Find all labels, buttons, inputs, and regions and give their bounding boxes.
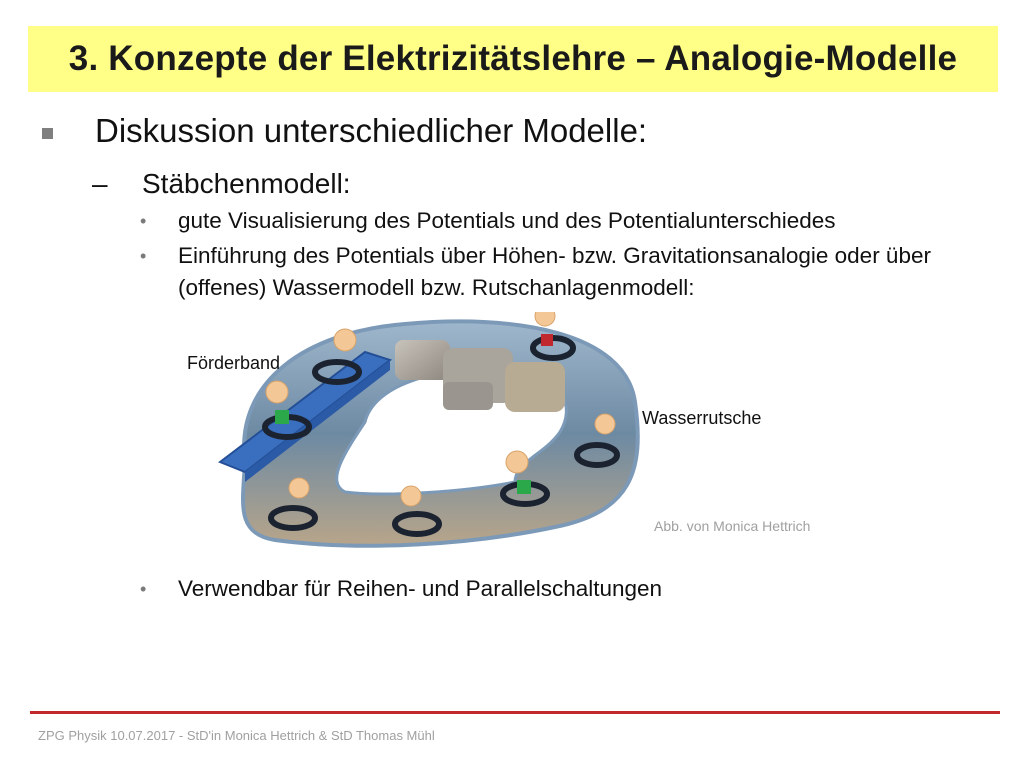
image-credit: Abb. von Monica Hettrich <box>654 518 811 534</box>
label-conveyor: Förderband <box>187 353 281 373</box>
footer-text: ZPG Physik 10.07.2017 - StD'in Monica Hettrich & StD Thomas Mühl <box>38 728 435 743</box>
bullet-level-1-text: Diskussion unterschiedlicher Modelle: <box>95 112 648 149</box>
square-bullet-icon <box>42 128 53 139</box>
bullet-level-1 <box>42 112 647 150</box>
dot-bullet: • <box>140 211 147 231</box>
bullet-item <box>140 205 958 237</box>
bucket-green <box>517 480 531 494</box>
rock <box>505 362 565 412</box>
bucket-red <box>541 334 553 346</box>
waterslide-illustration <box>215 312 655 562</box>
dash-bullet: – <box>92 168 108 199</box>
bullet-item-text: gute Visualisierung des Potentials und des Potentialunterschiedes <box>178 208 836 233</box>
footer-divider <box>30 711 1000 714</box>
dot-bullet: • <box>140 579 147 599</box>
bullet-item-text: Verwendbar für Reihen- und Parallelschaltungen <box>178 576 663 601</box>
bullet-level-2 <box>92 168 351 200</box>
label-waterslide: Wasserrutsche <box>642 408 762 428</box>
dot-bullet: • <box>140 246 147 266</box>
bullet-item <box>140 240 938 304</box>
bullet-item <box>140 573 958 605</box>
bucket-green <box>275 410 289 424</box>
bullet-level-2-text: Stäbchenmodell: <box>142 168 351 199</box>
slide-title: 3. Konzepte der Elektrizitätslehre – Analogie-Modelle <box>68 39 958 78</box>
rock <box>443 382 493 410</box>
bullet-item-text: Einführung des Potentials über Höhen- bzw. Gravitationsanalogie oder über (offenes) Wassermodell bzw. Rutschanlagenmodell: <box>178 243 931 300</box>
title-bar <box>28 26 998 92</box>
rock <box>395 340 450 380</box>
